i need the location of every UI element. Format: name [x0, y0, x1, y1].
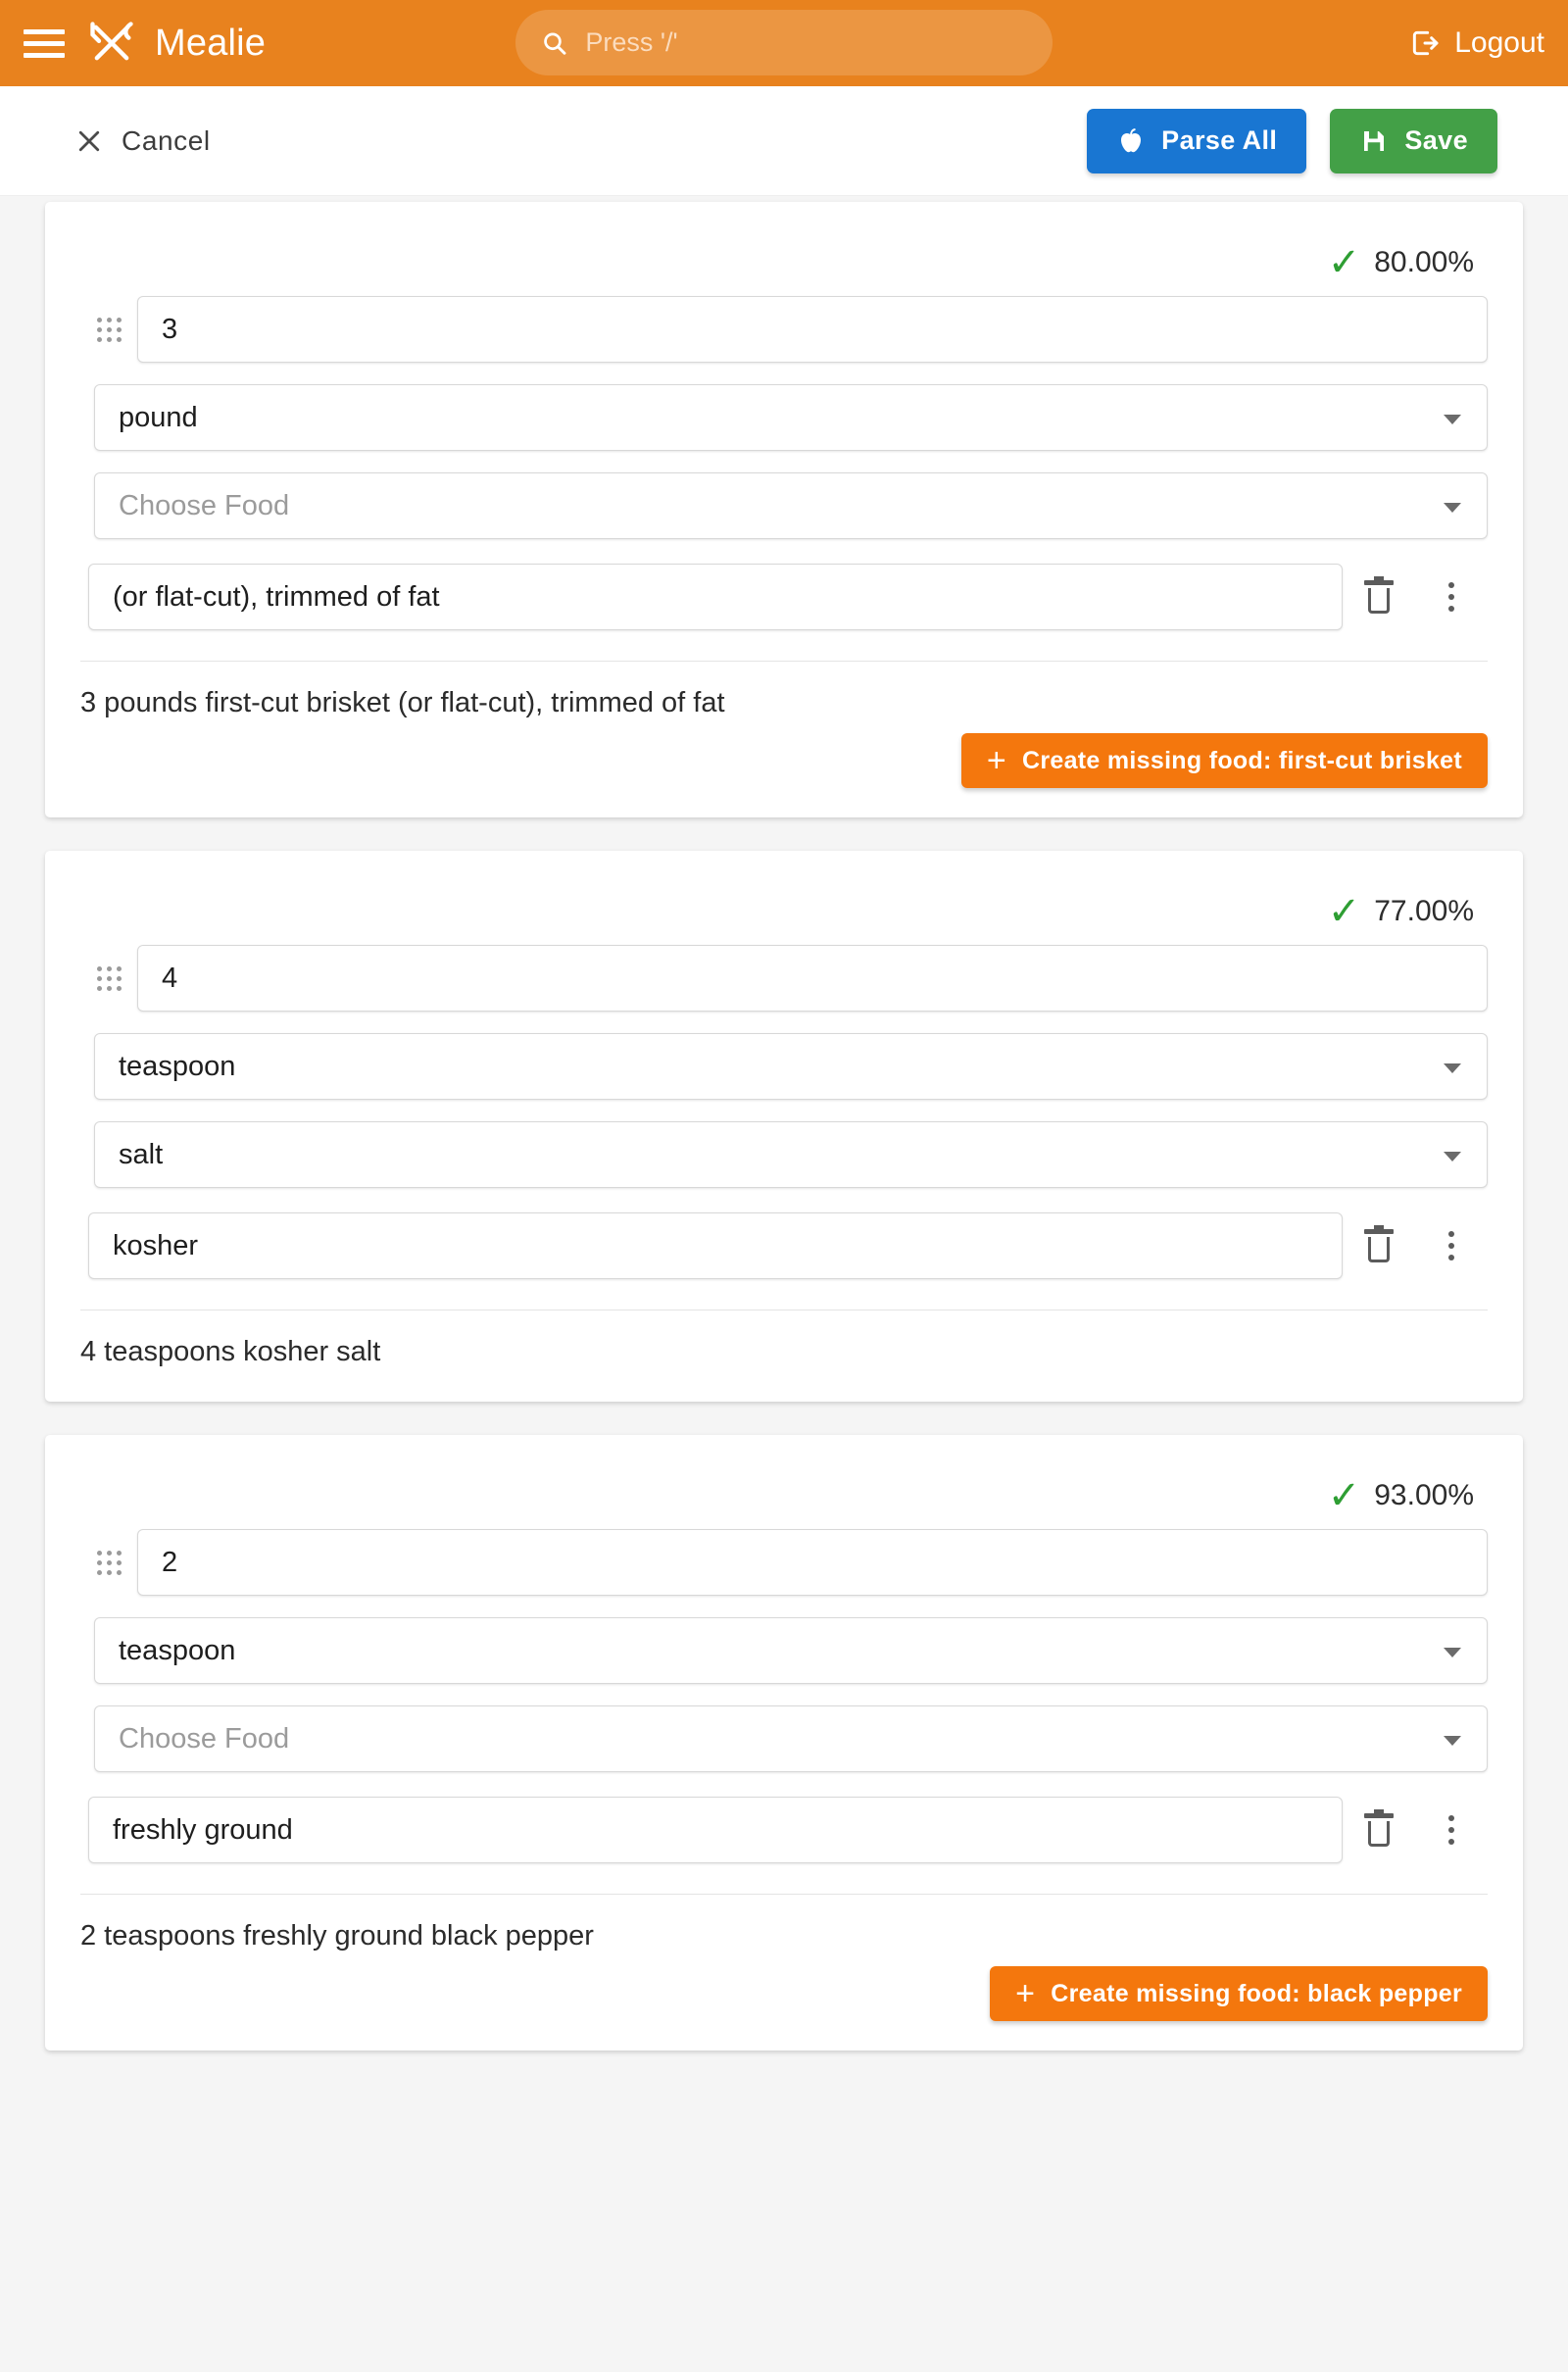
food-row — [80, 1121, 1488, 1188]
app-title: Mealie — [155, 22, 267, 64]
food-row — [80, 1705, 1488, 1772]
quantity-input[interactable]: 4 — [137, 945, 1488, 1012]
logout-button[interactable] — [1409, 26, 1544, 60]
check-icon: ✓ — [1327, 890, 1361, 933]
original-text: 2 teaspoons freshly ground black pepper — [80, 1920, 594, 1952]
app-bar — [0, 0, 1568, 86]
check-icon: ✓ — [1327, 1474, 1361, 1517]
original-text: 3 pounds first-cut brisket (or flat-cut), trimmed of fat — [80, 687, 725, 718]
note-row — [80, 1210, 1488, 1282]
unit-row — [80, 1617, 1488, 1684]
note-input[interactable]: kosher — [88, 1212, 1343, 1279]
ingredient-menu-button[interactable] — [1415, 1210, 1488, 1282]
create-missing-food-button[interactable] — [990, 1966, 1488, 2021]
trash-icon — [1364, 580, 1394, 614]
confidence-row — [80, 876, 1488, 941]
trash-icon — [1364, 1813, 1394, 1847]
confidence-value: 93.00% — [1374, 1479, 1474, 1511]
hamburger-icon[interactable] — [24, 24, 67, 63]
toolbar-actions — [1087, 109, 1497, 173]
create-missing-food-label: Create missing food: black pepper — [1051, 1979, 1462, 2007]
note-input[interactable]: freshly ground — [88, 1797, 1343, 1863]
confidence-value: 80.00% — [1374, 246, 1474, 278]
note-row — [80, 561, 1488, 633]
parse-all-button[interactable] — [1087, 109, 1306, 173]
check-icon: ✓ — [1327, 241, 1361, 284]
create-missing-food-label: Create missing food: first-cut brisket — [1022, 746, 1462, 774]
brand[interactable] — [86, 18, 266, 69]
delete-ingredient-button[interactable] — [1343, 561, 1415, 633]
delete-ingredient-button[interactable] — [1343, 1794, 1415, 1866]
note-row — [80, 1794, 1488, 1866]
ingredient-menu-button[interactable] — [1415, 561, 1488, 633]
drag-handle-icon[interactable] — [80, 966, 137, 991]
quantity-row — [80, 941, 1488, 1012]
close-icon — [74, 126, 104, 156]
search-icon — [541, 28, 567, 58]
logout-icon — [1409, 27, 1441, 59]
create-missing-food-button[interactable] — [961, 733, 1488, 788]
unit-select[interactable]: pound — [94, 384, 1488, 451]
apple-icon — [1116, 126, 1146, 156]
food-select[interactable]: Choose Food — [94, 472, 1488, 539]
kebab-menu-icon — [1448, 1815, 1454, 1845]
ingredient-list — [0, 196, 1568, 2123]
cancel-button[interactable] — [69, 124, 217, 158]
unit-select[interactable]: teaspoon — [94, 1617, 1488, 1684]
confidence-value: 77.00% — [1374, 895, 1474, 927]
kebab-menu-icon — [1448, 582, 1454, 612]
quantity-row — [80, 292, 1488, 363]
unit-select[interactable]: teaspoon — [94, 1033, 1488, 1100]
ingredient-card — [45, 1435, 1523, 2051]
drag-handle-icon[interactable] — [80, 1551, 137, 1575]
quantity-input[interactable]: 3 — [137, 296, 1488, 363]
quantity-input[interactable]: 2 — [137, 1529, 1488, 1596]
save-button[interactable] — [1330, 109, 1497, 173]
search-bar[interactable] — [515, 10, 1053, 75]
food-row — [80, 472, 1488, 539]
trash-icon — [1364, 1229, 1394, 1262]
logout-label: Logout — [1454, 26, 1544, 59]
kebab-menu-icon — [1448, 1231, 1454, 1260]
card-footer — [80, 1956, 1488, 2021]
food-select[interactable]: salt — [94, 1121, 1488, 1188]
search-input[interactable] — [583, 26, 1027, 59]
editor-toolbar — [0, 86, 1568, 196]
save-disk-icon — [1359, 126, 1389, 156]
confidence-row — [80, 227, 1488, 292]
note-input[interactable]: (or flat-cut), trimmed of fat — [88, 564, 1343, 630]
fork-knife-logo — [86, 18, 137, 69]
ingredient-card — [45, 202, 1523, 817]
original-text: 4 teaspoons kosher salt — [80, 1336, 381, 1367]
food-select[interactable]: Choose Food — [94, 1705, 1488, 1772]
quantity-row — [80, 1525, 1488, 1596]
plus-icon: + — [986, 742, 1007, 779]
save-label: Save — [1404, 125, 1468, 155]
cancel-label: Cancel — [122, 124, 211, 156]
unit-row — [80, 1033, 1488, 1100]
delete-ingredient-button[interactable] — [1343, 1210, 1415, 1282]
ingredient-card — [45, 851, 1523, 1402]
confidence-row — [80, 1460, 1488, 1525]
plus-icon: + — [1015, 1975, 1036, 2012]
parse-all-label: Parse All — [1161, 125, 1278, 155]
unit-row — [80, 384, 1488, 451]
card-footer — [80, 723, 1488, 788]
ingredient-menu-button[interactable] — [1415, 1794, 1488, 1866]
drag-handle-icon[interactable] — [80, 318, 137, 342]
